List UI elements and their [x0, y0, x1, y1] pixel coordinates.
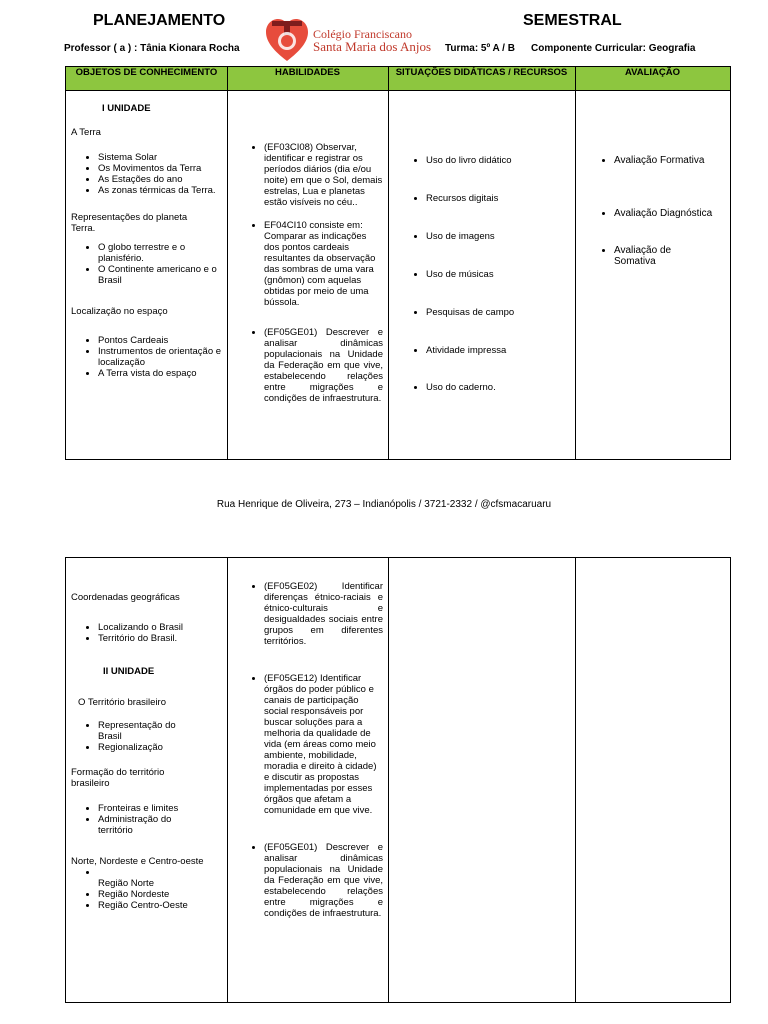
avaliacao-cell-1: [575, 155, 729, 267]
topic-list: [66, 152, 226, 196]
list-item: • Localizando o Brasil: [98, 622, 226, 633]
topic-localizacao: Localização no espaço: [71, 306, 168, 317]
resource-item: • Uso do livro didático: [426, 155, 574, 166]
list-item: • A Terra vista do espaço: [98, 368, 226, 379]
topic-norte: Norte, Nordeste e Centro-oeste: [71, 856, 204, 867]
topic-list: [66, 622, 226, 644]
topic-list: [66, 867, 226, 911]
unit-title: II UNIDADE: [103, 666, 155, 677]
topic-list: [66, 720, 226, 753]
skill-item: • (EF05GE01) Descrever e analisar dinâmicas populacionais na Unidade da Federação em que vive, estabelecendo relações entre migrações e condições de infraestrutura.: [264, 842, 383, 919]
skill-item: • (EF03CI08) Observar, identificar e registrar os períodos diários (dia e/ou noite) em que o Sol, demais estrelas, Lua e planetas estão visíveis no céu..: [264, 142, 383, 208]
planning-table-2: [65, 557, 731, 1003]
title-right: SEMESTRAL: [523, 12, 622, 29]
habilidades-cell-2: [227, 581, 387, 919]
resource-item: • Pesquisas de campo: [426, 307, 574, 318]
list-item: • Representação do Brasil: [98, 720, 196, 742]
header-objetos: OBJETOS DE CONHECIMENTO: [66, 67, 227, 91]
list-item: • O Continente americano e o Brasil: [98, 264, 226, 286]
resource-item: • Uso de músicas: [426, 269, 574, 280]
list-item: • As Estações do ano: [98, 174, 226, 185]
topic-formacao: Formação do território brasileiro: [71, 767, 165, 789]
skill-item: • (EF05GE12) Identificar órgãos do poder público e canais de participação social responsáveis por buscar soluções para a melhoria da qualidade de vida (em áreas como meio ambiente, mobilidade, moradia e direito à cidade) e discutir as propostas implementadas por esses órgãos que afetam a comunidade em que vive.: [264, 673, 383, 816]
logo-line1: Colégio Franciscano: [313, 27, 412, 41]
topic-list: [66, 803, 226, 836]
header-avaliacao: AVALIAÇÃO: [575, 67, 730, 91]
skill-item: • (EF05GE02) Identificar diferenças étnico-raciais e étnico-culturais e desigualdades sociais entre grupos em diferentes territórios.: [264, 581, 383, 647]
objetos-cell-1: [66, 103, 226, 379]
list-item: [98, 867, 226, 878]
skill-item: • EF04CI10 consiste em: Comparar as indicações dos pontos cardeais resultantes da observação das sombras de uma vara (gnômon) com aquelas obtidas por meio de uma bússola.: [264, 220, 383, 308]
list-item: • Administração do território: [98, 814, 196, 836]
list-item: • Território do Brasil.: [98, 633, 226, 644]
list-item: • Região Nordeste: [98, 889, 226, 900]
list-item: • O globo terrestre e o planisfério.: [98, 242, 226, 264]
list-item: • As zonas térmicas da Terra.: [98, 185, 226, 196]
footer-address: Rua Henrique de Oliveira, 273 – Indianópolis / 3721-2332 / @cfsmacaruaru: [216, 499, 552, 510]
list-item: • Pontos Cardeais: [98, 335, 226, 346]
topic-coordenadas: Coordenadas geográficas: [71, 592, 180, 603]
logo-line2: Santa Maria dos Anjos: [313, 39, 432, 54]
list-item: • Sistema Solar: [98, 152, 226, 163]
subject-label: Componente Curricular: Geografia: [531, 43, 696, 54]
title-left: PLANEJAMENTO: [93, 12, 226, 29]
resource-item: • Uso de imagens: [426, 231, 574, 242]
resource-item: • Uso do caderno.: [426, 382, 574, 393]
list-item: • Fronteiras e limites: [98, 803, 196, 814]
evaluation-item: • Avaliação de Somativa: [614, 245, 704, 267]
skills-list: [227, 142, 387, 404]
evaluation-item: • Avaliação Formativa: [614, 155, 729, 166]
teacher-label: Professor ( a ) : Tânia Kionara Rocha: [64, 43, 240, 54]
situacoes-cell-1: [388, 155, 574, 393]
resource-item: • Atividade impressa: [426, 345, 574, 356]
skill-item: • (EF05GE01) Descrever e analisar dinâmicas populacionais na Unidade da Federação em que vive, estabelecendo relações entre migrações e condições de infraestrutura.: [264, 327, 383, 404]
list-item: • Região Centro-Oeste: [98, 900, 226, 911]
resource-item: • Recursos digitais: [426, 193, 574, 204]
list-item: Região Norte: [98, 878, 154, 889]
skills-list: [227, 581, 387, 919]
objetos-cell-2: [66, 592, 226, 911]
header-situacoes: SITUAÇÕES DIDÁTICAS / RECURSOS: [388, 67, 575, 91]
class-label: Turma: 5º A / B: [445, 43, 515, 54]
list-item: • Regionalização: [98, 742, 196, 753]
habilidades-cell-1: [227, 142, 387, 404]
school-logo-icon: [264, 17, 310, 63]
resources-list: [388, 155, 574, 393]
planning-table-1: [65, 66, 731, 460]
topic-representacoes: Representações do planeta Terra.: [71, 212, 188, 234]
unit-title: I UNIDADE: [102, 103, 151, 114]
header-habilidades: HABILIDADES: [227, 67, 388, 91]
evaluation-list: [575, 155, 729, 267]
evaluation-item: • Avaliação Diagnóstica: [614, 208, 729, 219]
topic-a-terra: A Terra: [71, 127, 101, 138]
topic-list: [66, 242, 226, 286]
list-item: • Os Movimentos da Terra: [98, 163, 226, 174]
topic-list: [66, 335, 226, 379]
list-item: • Instrumentos de orientação e localização: [98, 346, 226, 368]
topic-territorio: O Território brasileiro: [78, 697, 166, 708]
